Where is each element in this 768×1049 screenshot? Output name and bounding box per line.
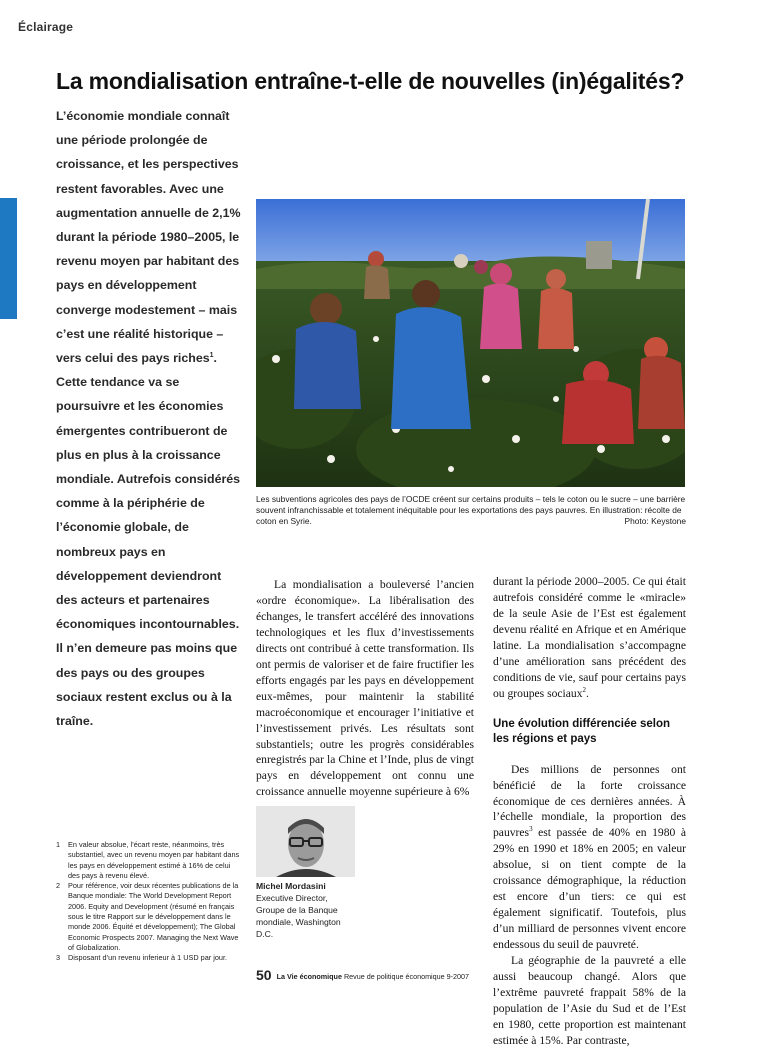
- section-rubric: Éclairage: [18, 20, 74, 34]
- magazine-name: La Vie économique: [276, 972, 342, 981]
- photo-caption: [256, 494, 686, 527]
- intro-lead: [56, 104, 246, 733]
- footnote-number: 3: [56, 953, 61, 963]
- accent-bar: [0, 198, 17, 319]
- magazine-issue: Revue de politique économique 9-2007: [343, 972, 470, 981]
- body-column-2: [493, 574, 686, 1049]
- footnote-item: [56, 881, 241, 953]
- footnote-number: 2: [56, 881, 61, 891]
- footnote-item: [56, 953, 241, 963]
- photo-credit: Photo: Keystone: [624, 516, 686, 526]
- photo-illustration: [256, 199, 685, 487]
- footnote-ref-2: 2: [582, 685, 587, 694]
- cotton-harvest-photo: [256, 199, 685, 487]
- body-paragraph-end: .: [586, 686, 589, 700]
- page-number: 50: [256, 967, 272, 983]
- intro-text: L’économie mondiale connaît une période prolongée de croissance, et les perspectives restent favorables. Avec une augmentation annuelle de 2,1% durant la période 1980–2005, le revenu moyen par habitant des pays en développement converge modestement – mais c’est une réalité historique – vers celui des pays riches: [56, 109, 241, 366]
- footnotes: [56, 840, 241, 964]
- intro-text-end: . Cette tendance va se poursuivre et les économies émergentes contribueront de plus en plus à la croissance mondiale. Autrefois considérés comme à la périphérie de l’économie globale, de nombreux pays en développement deviendront des acteurs et partenaires économiques incontournables. Il n’en demeure pas moins que des pays ou des groupes sociaux restent exclus ou à la traîne.: [56, 351, 241, 729]
- body-column-1: [256, 577, 474, 800]
- footnote-item: [56, 840, 241, 881]
- footnote-ref-3: 3: [529, 825, 533, 834]
- author-role: Executive Director, Groupe de la Banque mondiale, Washington D.C.: [256, 893, 341, 939]
- author-portrait: [256, 806, 355, 877]
- footnote-text: Disposant d’un revenu inferieur à 1 USD par jour.: [68, 953, 227, 963]
- footnote-ref-1: 1: [209, 351, 214, 359]
- body-paragraph: [493, 574, 686, 702]
- body-paragraph-text: Des millions de personnes ont bénéficié de la forte croissance économique de ces dernières années. À l’échelle mondiale, la proportion des pauvres: [493, 762, 686, 840]
- footnote-text: En valeur absolue, l’écart reste, néanmoins, très substantiel, avec un revenu moyen par habitant dans les pays en développement estimé à 16% de celui des pays à revenu élevé.: [68, 840, 240, 880]
- footnote-number: 1: [56, 840, 61, 849]
- page-footer: [256, 967, 469, 983]
- author-name: Michel Mordasini: [256, 881, 326, 891]
- body-paragraph: [493, 762, 686, 953]
- section-subheading: Une évolution différenciée selon les régions et pays: [493, 717, 671, 745]
- page-title: La mondialisation entraîne-t-elle de nouvelles (in)égalités?: [56, 68, 685, 94]
- author-block: [256, 880, 356, 940]
- body-paragraph: La géographie de la pauvreté a elle aussi beaucoup changé. Alors que l’extrême pauvreté frappait 58% de la population de l’Asie du Sud et de l’Est en 1980, cette proportion est maintenant estimée à 15%. Par contraste,: [493, 954, 686, 1047]
- photo-caption-text: Les subventions agricoles des pays de l’OCDE créent sur certains produits – tels le coton ou le sucre – une barrière souvent infranchissable et totalement inéquitable pour les exportations des pays pauvres. En illustration: récolte de coton en Syrie.: [256, 494, 686, 526]
- footnote-text: Pour référence, voir deux récentes publications de la Banque mondiale: The World Development Report 2006. Equity and Development (résumé en français sous le titre Rapport sur le développement dans le monde 2006. Équité et développement); The Global Economic Prospects 2007. Managing the Next Wave of Globalization.: [68, 881, 239, 952]
- portrait-illustration: [256, 806, 355, 877]
- body-paragraph: La mondialisation a bouleversé l’ancien «ordre économique». La libéralisation des échanges, le transfert accéléré des innovations technologiques et les flux d’investissements directs ont contribué à cette transformation. Ils ont permis de valoriser et de faire fructifier les efforts engagés par les pays en développement eux-mêmes, pour maintenir la stabilité macroéconomique et encourager l’initiative et l’investissement privés. Les résultats sont substantiels; outre les progrès considérables enregistrés par la Chine et l’Inde, plus de vingt pays en développement ont connu une croissance annuelle moyenne supérieure à 6%: [256, 578, 474, 799]
- body-paragraph-text: durant la période 2000–2005. Ce qui était autrefois considéré comme le «miracle» de la seule Asie de l’Est est également devenu réalité en Afrique et en Amérique latine. La mondialisation s’accompagne d’une amélioration sans précédent des conditions de vie, sauf pour certains pays ou groupes sociaux: [493, 575, 686, 700]
- body-paragraph-text-end: est passée de 40% en 1980 à 29% en 1990 et 18% en 2005; en valeur absolue, si on tient compte de la croissance démographique, la réduction est encore d’un tiers: ce qui est également significatif. Toutefois, plus d’un milliard de personnes vivent encore endessous du seuil de pauvreté.: [493, 826, 686, 952]
